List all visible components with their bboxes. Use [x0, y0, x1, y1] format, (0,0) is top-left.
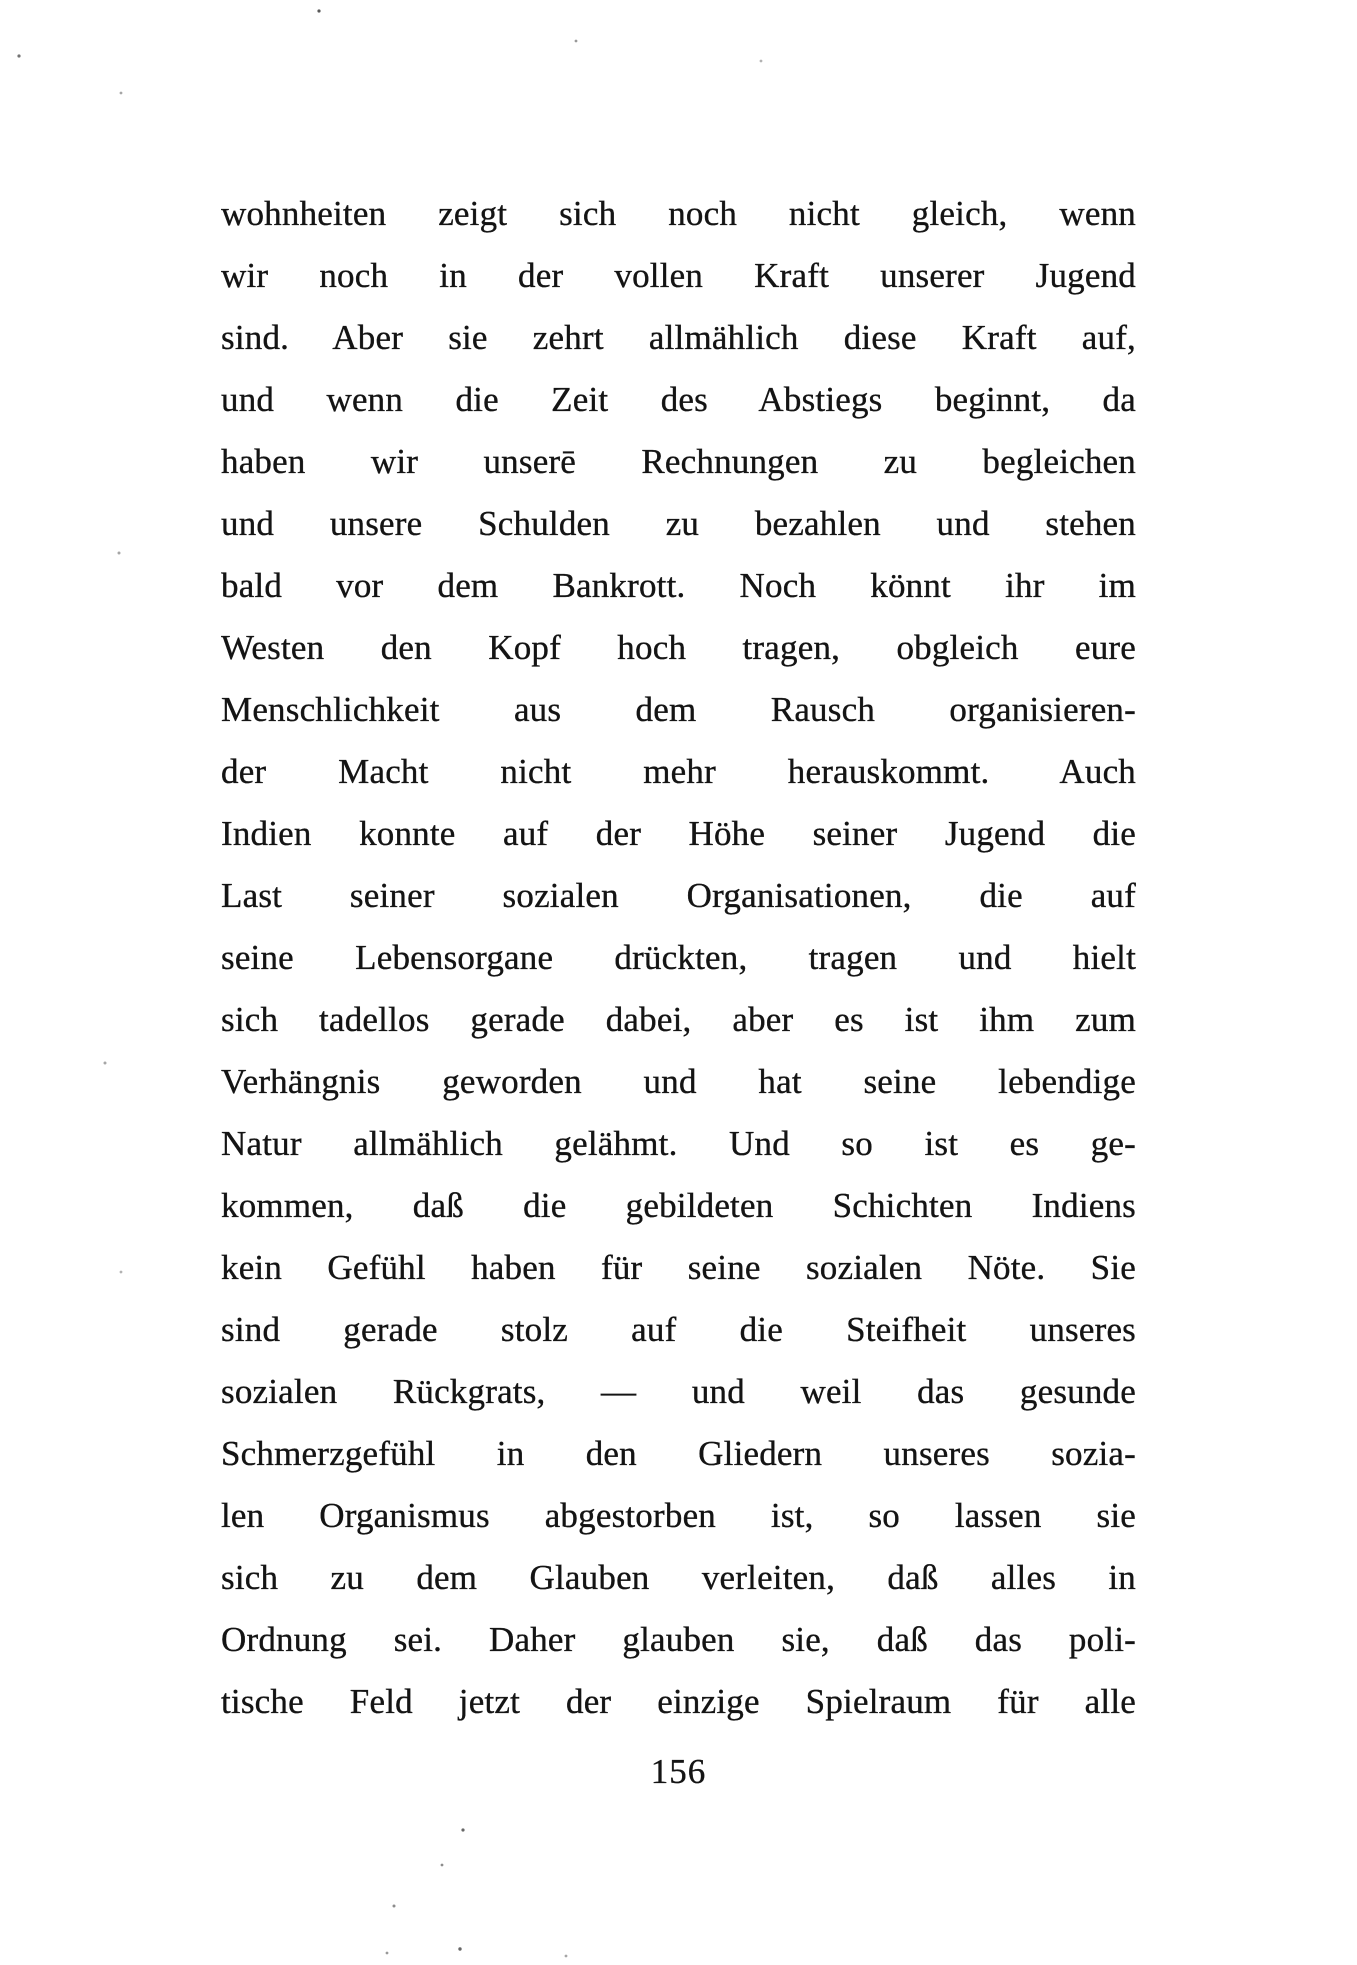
- text-line: sozialen Rückgrats, — und weil das gesunde: [221, 1372, 1136, 1411]
- text-line: seine Lebensorgane drückten, tragen und hielt: [221, 938, 1136, 977]
- text-line: sind gerade stolz auf die Steifheit unseres: [221, 1310, 1136, 1349]
- text-line: wir noch in der vollen Kraft unserer Jugend: [221, 256, 1136, 295]
- text-line: Indien konnte auf der Höhe seiner Jugend die: [221, 814, 1136, 853]
- text-line: Natur allmählich gelähmt. Und so ist es ge-: [221, 1124, 1136, 1163]
- text-line: bald vor dem Bankrott. Noch könnt ihr im: [221, 566, 1136, 605]
- text-line: sich tadellos gerade dabei, aber es ist ihm zum: [221, 1000, 1136, 1039]
- text-line: Menschlichkeit aus dem Rausch organisieren-: [221, 690, 1136, 729]
- text-line: wohnheiten zeigt sich noch nicht gleich, wenn: [221, 194, 1136, 233]
- text-line: kommen, daß die gebildeten Schichten Indiens: [221, 1186, 1136, 1225]
- text-block: [221, 183, 1136, 1733]
- text-line: sich zu dem Glauben verleiten, daß alles in: [221, 1558, 1136, 1597]
- text-line: Ordnung sei. Daher glauben sie, daß das poli-: [221, 1620, 1136, 1659]
- text-line: kein Gefühl haben für seine sozialen Nöte. Sie: [221, 1248, 1136, 1287]
- text-line: und unsere Schulden zu bezahlen und stehen: [221, 504, 1136, 543]
- text-line: haben wir unserē Rechnungen zu begleichen: [221, 442, 1136, 481]
- text-line: und wenn die Zeit des Abstiegs beginnt, da: [221, 380, 1136, 419]
- scan-speckles: [0, 0, 2, 2]
- text-line: Schmerzgefühl in den Gliedern unseres sozia-: [221, 1434, 1136, 1473]
- text-line: Westen den Kopf hoch tragen, obgleich eure: [221, 628, 1136, 667]
- text-line: Last seiner sozialen Organisationen, die auf: [221, 876, 1136, 915]
- text-line: Verhängnis geworden und hat seine lebendige: [221, 1062, 1136, 1101]
- text-line: len Organismus abgestorben ist, so lassen sie: [221, 1496, 1136, 1535]
- text-line: der Macht nicht mehr herauskommt. Auch: [221, 752, 1136, 791]
- page-number: 156: [650, 1752, 707, 1791]
- text-line: tische Feld jetzt der einzige Spielraum für alle: [221, 1682, 1136, 1721]
- text-line: sind. Aber sie zehrt allmählich diese Kraft auf,: [221, 318, 1136, 357]
